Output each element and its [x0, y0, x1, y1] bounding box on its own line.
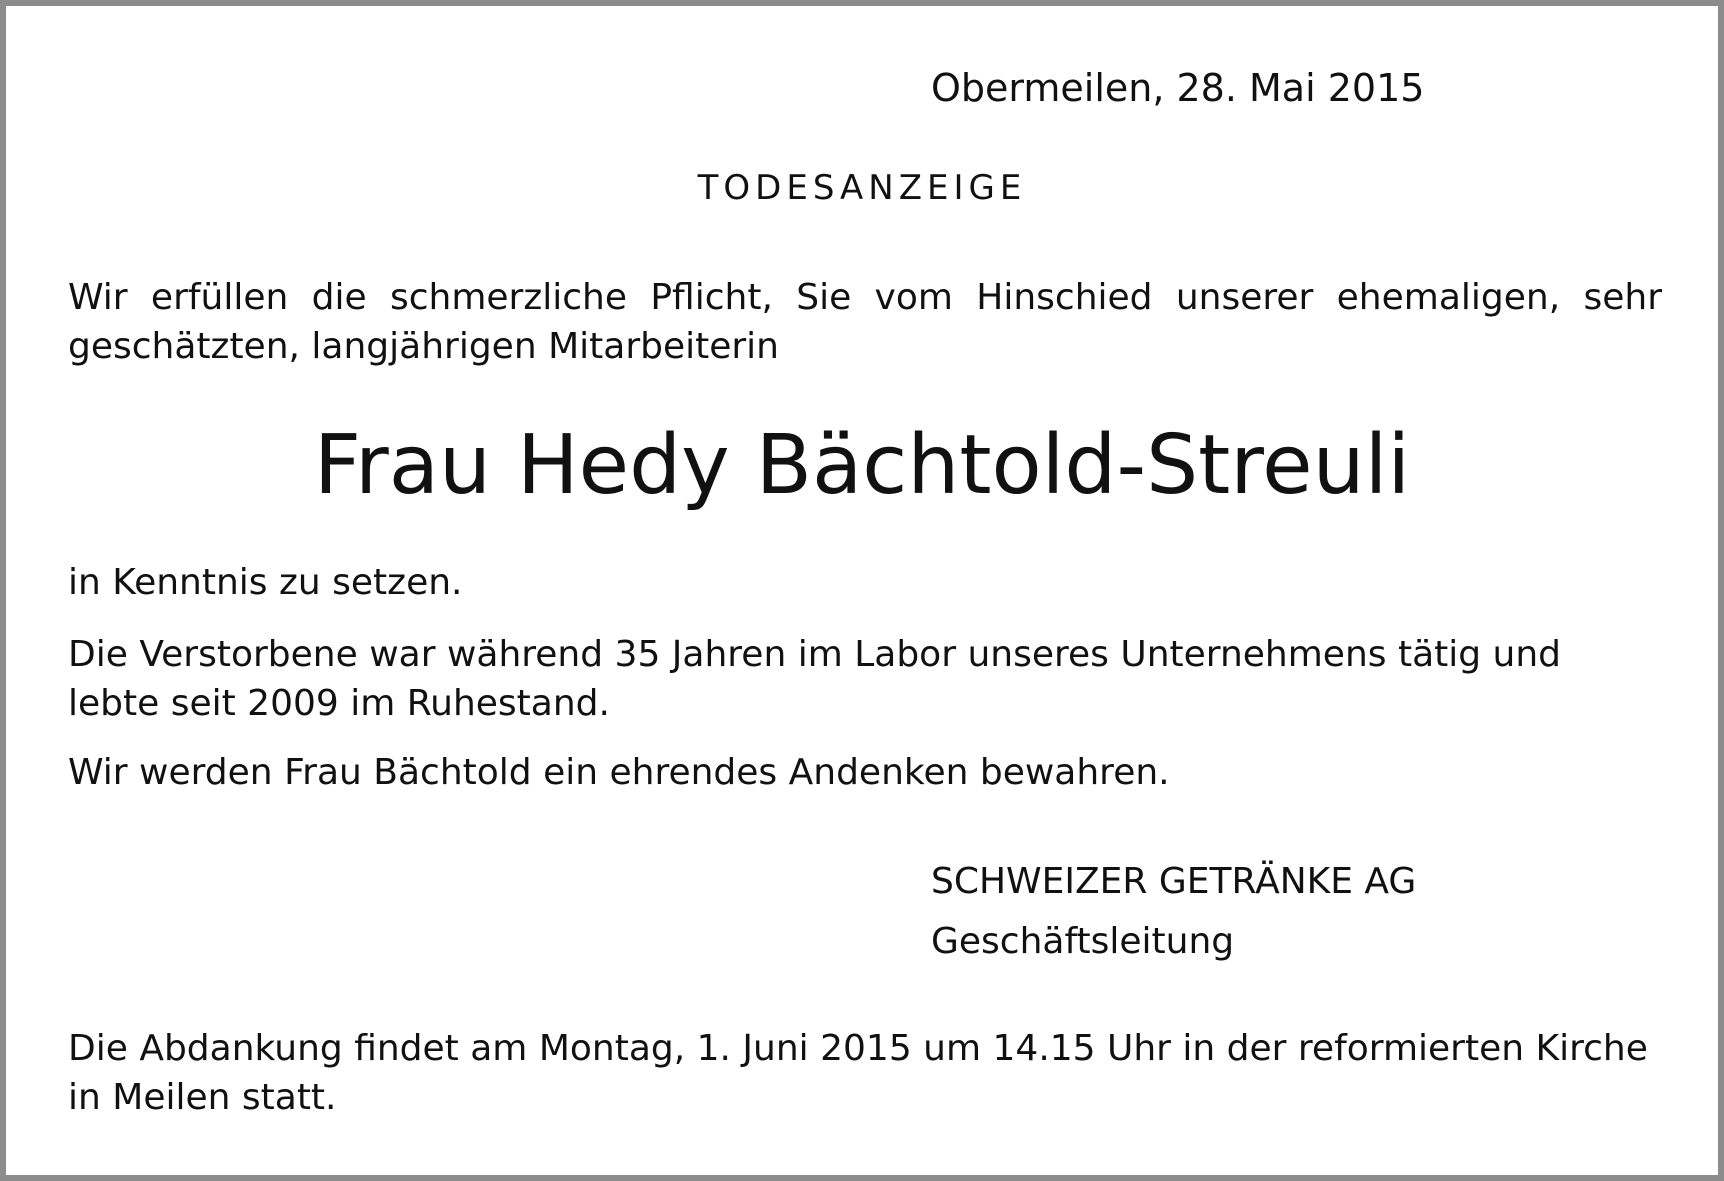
- remembrance-paragraph: Wir werden Frau Bächtold ein ehrendes Andenken bewahren.: [68, 752, 1170, 793]
- place-date: Obermeilen, 28. Mai 2015: [931, 66, 1425, 110]
- notice-heading: TODESANZEIGE: [697, 168, 1027, 208]
- deceased-name: Frau Hedy Bächtold-Streuli: [313, 418, 1411, 513]
- department-name: Geschäftsleitung: [931, 921, 1235, 962]
- intro-paragraph: Wir erfüllen die schmerzliche Pflicht, Sie vom Hinschied unserer ehemaligen, sehr geschätzten, langjährigen Mitarbeiterin: [68, 277, 1662, 367]
- funeral-paragraph: Die Abdankung findet am Montag, 1. Juni 2015 um 14.15 Uhr in der reformierten Kirche in Meilen statt.: [68, 1028, 1648, 1118]
- inform-paragraph: in Kenntnis zu setzen.: [68, 562, 463, 603]
- company-name: SCHWEIZER GETRÄNKE AG: [931, 861, 1417, 902]
- service-paragraph: Die Verstorbene war während 35 Jahren im Labor unseres Unternehmens tätig und lebte seit 2009 im Ruhestand.: [68, 634, 1562, 724]
